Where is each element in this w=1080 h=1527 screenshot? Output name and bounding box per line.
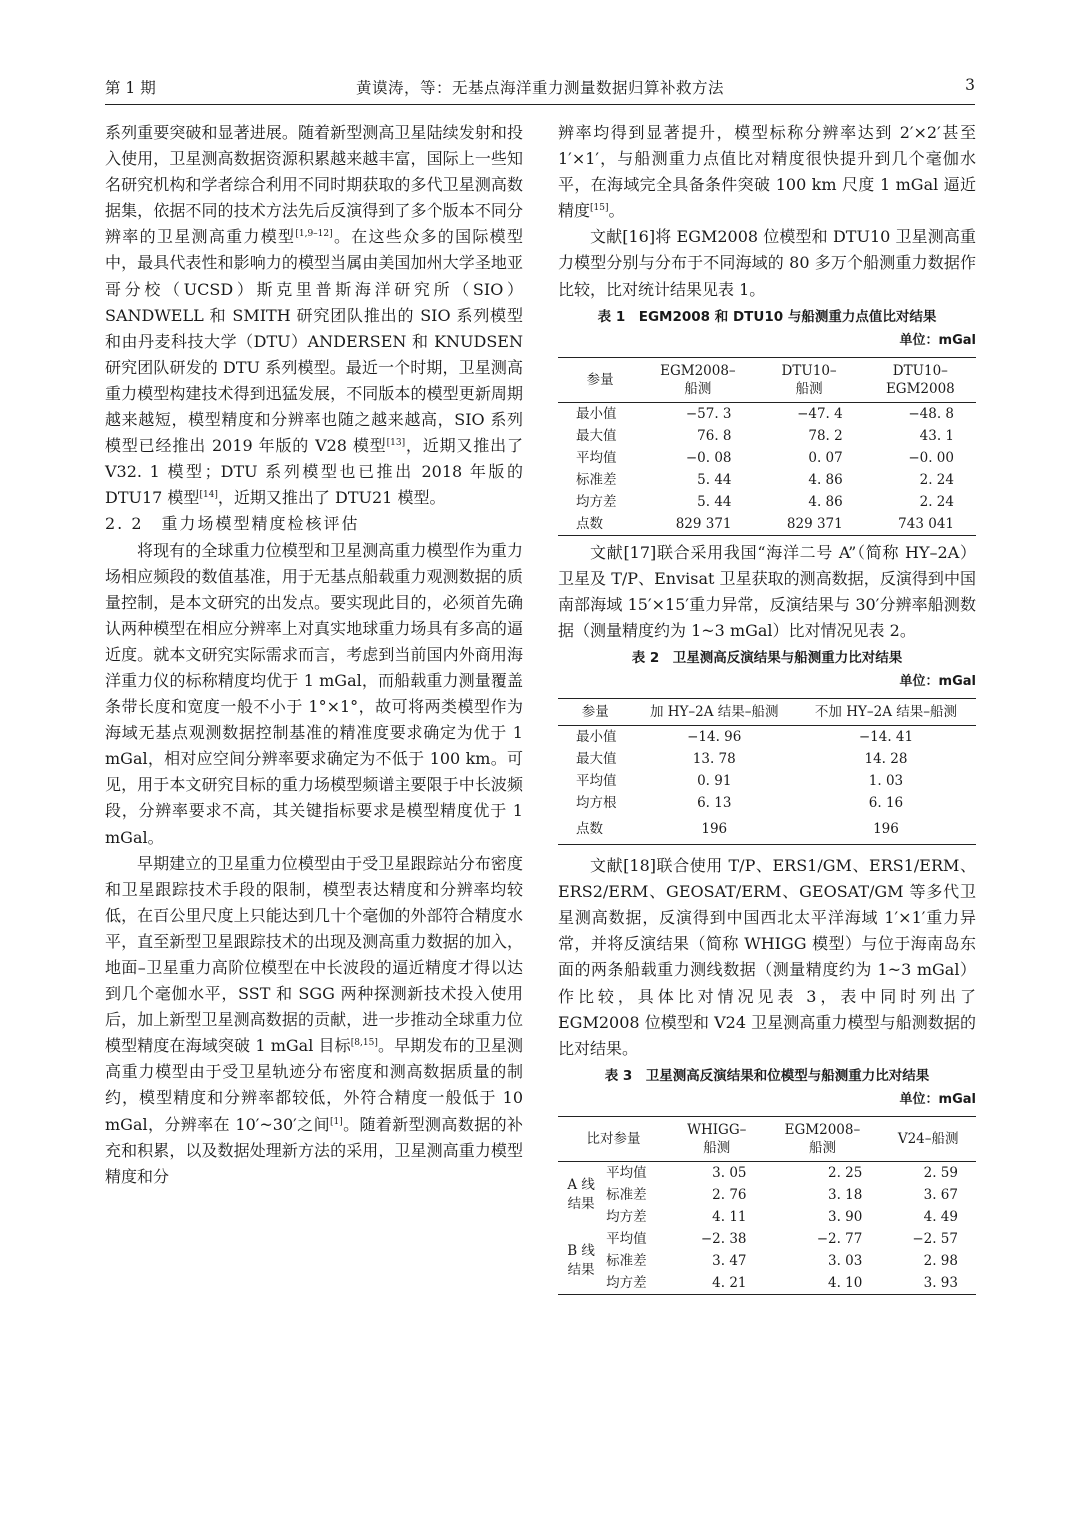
table-cell: 均方差 (606, 1274, 647, 1291)
citation: [1] (329, 1116, 343, 1127)
table-header: 加 HY–2A 结果–船测 (633, 699, 796, 726)
table-row (558, 491, 976, 513)
table-row (558, 726, 976, 749)
table-cell: 2. 59 (923, 1164, 958, 1181)
table-row (558, 1272, 976, 1295)
text: 辨率均得到显著提升，模型标称分辨率达到 2′×2′甚至 1′×1′，与船测重力点值比对精度很快提升到几个毫伽水平，在海域完全具备条件突破 100 km 尺度 1 mGal 逼近精度 (558, 123, 976, 221)
table-row (558, 1184, 976, 1206)
table-cell: 1. 03 (868, 773, 904, 790)
table-cell: 2. 24 (919, 471, 954, 488)
table-header: DTU10– 船测 (754, 357, 865, 402)
table-cell: −14. 41 (858, 729, 914, 746)
running-header (105, 72, 975, 105)
table-row (558, 469, 976, 491)
table-cell: −14. 96 (687, 729, 742, 746)
table-row (558, 1228, 976, 1250)
table-cell: 0. 91 (697, 773, 732, 790)
table-header: EGM2008– 船测 (642, 357, 753, 402)
table-cell: 平均值 (606, 1230, 647, 1247)
citation: [13] (386, 438, 406, 449)
table-cell: 均方根 (576, 795, 617, 812)
text: 。在这些众多的国际模型中，最具代表性和影响力的模型当属由美国加州大学圣地亚哥分校（UCSD）斯克里普斯海洋研究所（SIO）SANDWELL 和 SMITH 研究团队推出的 SIO 系列模型和由丹麦科技大学（DTU）ANDERSEN 和 KNUDSEN 研究团队研发的 DTU 系列模型。最近一个时期，卫星测高重力模型构建技术得到迅猛发展，不同版本的模型更新周期越来越短，模型精度和分辨率也随之越来越高，SIO 系列模型已经推出 2019 年版的 V28 模型 (105, 227, 523, 456)
left-column (105, 120, 523, 1190)
table-cell: 最大值 (576, 751, 617, 768)
running-title: 黄谟涛，等：无基点海洋重力测量数据归算补救方法 (355, 79, 724, 97)
table-cell: 2. 98 (923, 1252, 958, 1269)
table1-caption: 表 1 EGM2008 和 DTU10 与船测重力点值比对结果 (597, 308, 937, 325)
text: ，近期又推出了 DTU21 模型。 (217, 488, 446, 508)
table-cell: 最小值 (576, 405, 617, 422)
paragraph-accuracy-requirement: 将现有的全球重力位模型和卫星测高重力模型作为重力场相应频段的数值基准，用于无基点船载重力观测数据的质量控制，是本文研究的出发点。要实现此目的，必须首先确认两种模型在相应分辨率上对真实地球重力场具有多高的逼近度。就本文研究实际需求而言，考虑到当前国内外商用海洋重力仪的标称精度均优于 1 mGal，而船载重力测量覆盖条带长度和宽度一般不小于 1°×1°，故可将两类模型作为海域无基点观测数据控制基准的精准度要求确定为优于 1 mGal，相对应空间分辨率要求确定为不低于 100 km。可见，用于本文研究目标的重力场模型频谱主要限于中长波频段，分辨率要求不高，其关键指标要求是模型精度优于 1 mGal。 (105, 540, 523, 847)
table-row (558, 1206, 976, 1228)
text: 。 (608, 201, 625, 221)
table-header: 参量 (558, 699, 633, 726)
table-cell: 均方差 (606, 1208, 647, 1225)
table3 (558, 1116, 976, 1295)
table-cell: 平均值 (576, 773, 617, 790)
paragraph-resolution (558, 120, 976, 224)
table2-unit: 单位：mGal (899, 674, 976, 690)
table-cell: 2. 25 (828, 1164, 863, 1181)
table-cell: 4. 49 (923, 1208, 958, 1225)
text: 早期建立的卫星重力位模型由于受卫星跟踪站分布密度和卫星跟踪技术手段的限制，模型表达精度和分辨率均较低，在百公里尺度上只能达到几十个毫伽的外部符合精度水平，直至新型卫星跟踪技术的出现及测高重力数据的加入，地面–卫星重力高阶位模型在中长波段的逼近精度才得以达到几个毫伽水平，SST 和 SGG 两种探测新技术投入使用后，加上新型卫星测高数据的贡献，进一步推动全球重力位模型精度在海域突破 1 mGal 目标 (105, 853, 523, 1056)
table-cell: 2. 76 (712, 1186, 747, 1203)
table-cell: 4. 86 (808, 471, 843, 488)
citation: [1,9–12] (295, 229, 333, 240)
table-cell: 3. 03 (828, 1252, 863, 1269)
table-cell: 最小值 (576, 729, 617, 746)
table-cell: 196 (701, 821, 728, 838)
table-cell: −57. 3 (685, 405, 732, 422)
table3-caption: 表 3 卫星测高反演结果和位模型与船测重力比对结果 (604, 1067, 930, 1084)
table-row (558, 447, 976, 469)
paragraph-model-history (105, 120, 523, 511)
table-cell: 78. 2 (808, 427, 843, 444)
table-header: V24–船测 (880, 1116, 976, 1161)
table-cell: −48. 8 (908, 405, 954, 422)
table3-unit: 单位：mGal (899, 1091, 976, 1107)
citation: [8,15] (350, 1038, 378, 1049)
table-cell: 14. 28 (864, 751, 908, 768)
table-cell: 5. 44 (697, 493, 732, 510)
table-cell: 196 (873, 821, 899, 838)
table-cell: −47. 4 (797, 405, 843, 422)
table-cell: 3. 90 (828, 1208, 863, 1225)
table-cell: 4. 21 (712, 1274, 747, 1291)
table-cell: 3. 93 (923, 1274, 958, 1291)
table-row (558, 814, 976, 845)
table2 (558, 698, 976, 845)
table-cell: 平均值 (606, 1164, 647, 1181)
table-cell: 4. 86 (808, 493, 843, 510)
table-header: 比对参量 (558, 1116, 669, 1161)
table-row (558, 513, 976, 536)
table2-caption: 表 2 卫星测高反演结果与船测重力比对结果 (631, 650, 903, 667)
citation: [15] (590, 203, 609, 214)
table-cell: −0. 00 (908, 449, 954, 466)
table-cell: −2. 57 (912, 1230, 958, 1247)
table1 (558, 357, 976, 536)
group-label-b: B 线 结果 (567, 1242, 595, 1278)
table-cell: 5. 44 (697, 471, 732, 488)
text: 系列重要突破和显著进展。随着新型测高卫星陆续发射和投入使用，卫星测高数据资源积累越来越丰富，国际上一些知名研究机构和学者综合利用不同时期获取的多代卫星测高数据集，依据不同的技术方法先后反演得到了多个版本不同分辨率的卫星测高重力模型 (105, 123, 523, 247)
table-header: 不加 HY–2A 结果–船测 (796, 699, 976, 726)
table-cell: 6. 13 (697, 795, 732, 812)
table-header: DTU10– EGM2008 (865, 357, 976, 402)
page-number: 3 (965, 76, 975, 94)
table-cell: 76. 8 (697, 427, 732, 444)
table-header: EGM2008– 船测 (765, 1116, 881, 1161)
table-cell: −0. 08 (685, 449, 732, 466)
table-row (558, 425, 976, 447)
table-cell: 3. 47 (712, 1252, 747, 1269)
table-cell: 3. 18 (828, 1186, 863, 1203)
table-row (558, 792, 976, 814)
paragraph-ref16: 文献[16]将 EGM2008 位模型和 DTU10 卫星测高重力模型分别与分布于不同海域的 80 多万个船测重力数据作比较，比对统计结果见表 1。 (558, 227, 976, 299)
table-cell: −2. 77 (816, 1230, 863, 1247)
section-heading: 2. 2 重力场模型精度检核评估 (105, 514, 360, 534)
table1-unit: 单位：mGal (899, 332, 976, 348)
citation: [14] (199, 490, 218, 501)
table-cell: 43. 1 (919, 427, 954, 444)
issue-number: 第 1 期 (105, 79, 156, 97)
paragraph-early-models (105, 851, 523, 1190)
paragraph-ref17: 文献[17]联合采用我国“海洋二号 A”（简称 HY–2A）卫星及 T/P、Envisat 卫星获取的测高数据，反演得到中国南部海域 15′×15′重力异常，反演结果与 30′分辨率船测数据（测量精度约为 1~3 mGal）比对情况见表 2。 (558, 542, 976, 640)
table-row (558, 748, 976, 770)
table-cell: 3. 05 (712, 1164, 747, 1181)
group-label-a: A 线 结果 (567, 1176, 595, 1212)
table-header: 参量 (558, 357, 642, 402)
table-cell: 平均值 (576, 449, 617, 466)
table-cell: 点数 (576, 821, 603, 838)
table-row (558, 1250, 976, 1272)
table-cell: 点数 (576, 515, 603, 532)
right-column (558, 120, 976, 1295)
table-cell: 829 371 (786, 515, 843, 532)
text: ，近期又推出了 V32. 1 模型；DTU 系列模型也已推出 2018 年版的DTU17 模型 (105, 436, 523, 508)
table-header: WHIGG– 船测 (669, 1116, 765, 1161)
table-cell: 3. 67 (923, 1186, 958, 1203)
paragraph-ref18: 文献[18]联合使用 T/P、ERS1/GM、ERS1/ERM、ERS2/ERM、GEOSAT/ERM、GEOSAT/GM 等多代卫星测高数据，反演得到中国西北太平洋海域 1′×1′重力异常，并将反演结果（简称 WHIGG 模型）与位于海南岛东面的两条船载重力测线数据（测量精度约为 1~3 mGal）作比较，具体比对情况见表 3，表中同时列出了 EGM2008 位模型和 V24 卫星测高重力模型与船测数据的比对结果。 (558, 856, 976, 1058)
table-cell: 6. 16 (868, 795, 904, 812)
text: 。随着新型测高数据的补充和积累，以及数据处理新方法的采用，卫星测高重力模型精度和分 (105, 1114, 523, 1186)
table-cell: 13. 78 (692, 751, 736, 768)
table-cell: 均方差 (576, 493, 617, 510)
table-cell: 标准差 (606, 1186, 647, 1203)
text: 。早期发布的卫星测高重力模型由于受卫星轨迹分布密度和测高数据质量的制约，模型精度和分辨率都较低，外符合精度一般低于 10 mGal，分辨率在 10′~30′之间 (105, 1036, 523, 1134)
table-cell: 标准差 (576, 471, 617, 488)
table-cell: −2. 38 (700, 1230, 747, 1247)
table-row (558, 1161, 976, 1184)
table-row (558, 402, 976, 425)
table-cell: 0. 07 (808, 449, 843, 466)
table-cell: 743 041 (898, 515, 954, 532)
table-row (558, 770, 976, 792)
table-cell: 2. 24 (919, 493, 954, 510)
table-cell: 标准差 (606, 1252, 647, 1269)
table-cell: 最大值 (576, 427, 617, 444)
table-cell: 829 371 (675, 515, 732, 532)
table-cell: 4. 10 (828, 1274, 863, 1291)
table-cell: 4. 11 (712, 1208, 747, 1225)
